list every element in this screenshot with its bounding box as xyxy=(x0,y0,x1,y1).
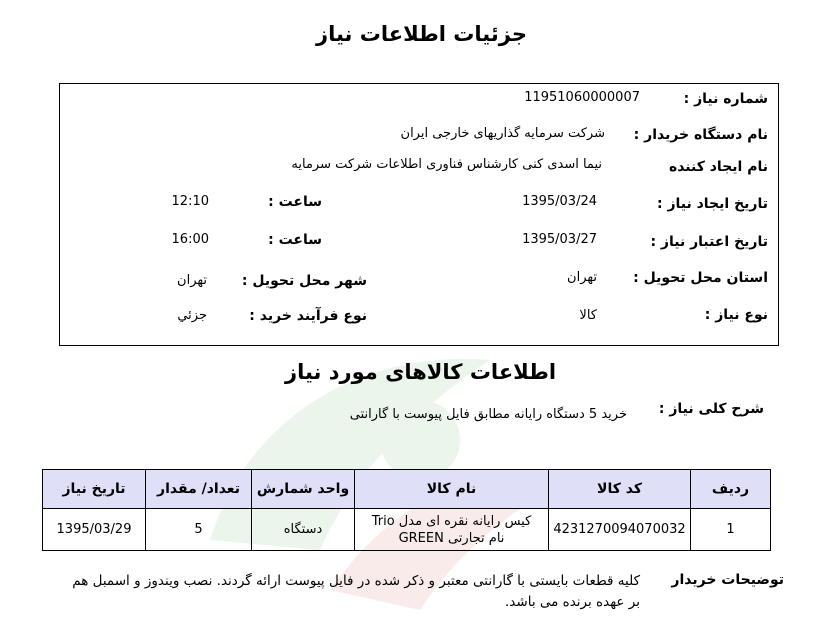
created-time-value: 12:10 xyxy=(171,194,209,209)
buyer-notes-label: توضیحات خریدار xyxy=(671,572,784,588)
need-type-value: کالا xyxy=(579,308,597,323)
province-label: استان محل تحویل : xyxy=(633,270,768,286)
buyer-org-label: نام دستگاه خریدار : xyxy=(633,127,768,143)
validity-date-value: 1395/03/27 xyxy=(522,232,597,247)
cell-name xyxy=(355,509,549,551)
col-header-date: تاریخ نیاز xyxy=(43,470,146,509)
cell-name-line2: نام تجارتی GREEN xyxy=(398,530,505,546)
col-header-row-number: ردیف xyxy=(691,470,771,509)
cell-name-line1: کیس رایانه نقره ای مدل Trio xyxy=(371,513,532,529)
cell-date: 1395/03/29 xyxy=(43,509,146,551)
need-info-box xyxy=(59,83,779,346)
validity-time-label: ساعت : xyxy=(268,232,322,248)
buyer-org-value: شرکت سرمایه گذاریهای خارجی ایران xyxy=(400,126,605,141)
creator-label: نام ایجاد کننده xyxy=(668,159,768,175)
page-title: جزئیات اطلاعات نیاز xyxy=(316,22,527,46)
province-value: تهران xyxy=(567,270,597,285)
col-header-name: نام کالا xyxy=(355,470,549,509)
goods-section-title: اطلاعات کالاهای مورد نیاز xyxy=(285,360,557,384)
summary-label: شرح کلی نیاز : xyxy=(658,401,764,417)
process-type-label: نوع فرآیند خرید : xyxy=(249,308,367,324)
col-header-code: کد کالا xyxy=(549,470,691,509)
col-header-quantity: تعداد/ مقدار xyxy=(146,470,252,509)
creator-value: نیما اسدی کنی کارشناس فناوری اطلاعات شرکت سرمایه xyxy=(291,157,602,172)
process-type-value: جزئي xyxy=(177,308,207,323)
city-label: شهر محل تحویل : xyxy=(241,273,367,289)
cell-unit: دستگاه xyxy=(252,509,355,551)
need-type-label: نوع نیاز : xyxy=(704,307,768,323)
table-header-row xyxy=(43,470,771,509)
created-date-label: تاریخ ایجاد نیاز : xyxy=(656,196,768,212)
cell-quantity: 5 xyxy=(146,509,252,551)
summary-text: خرید 5 دستگاه رایانه مطابق فایل پیوست با گارانتی xyxy=(349,407,627,422)
need-number-value: 11951060000007 xyxy=(524,90,640,105)
cell-row-number: 1 xyxy=(691,509,771,551)
need-number-label: شماره نیاز : xyxy=(683,91,768,107)
created-date-value: 1395/03/24 xyxy=(522,194,597,209)
table-row xyxy=(43,509,771,551)
validity-date-label: تاریخ اعتبار نیاز : xyxy=(650,234,768,250)
buyer-notes-text: کلیه قطعات بایستی با گارانتی معتبر و ذکر شده در فایل پیوست ارائه گردند. نصب ویندوز و اسمبل هم بر عهده برنده می باشد. xyxy=(72,573,640,610)
col-header-unit: واحد شمارش xyxy=(252,470,355,509)
validity-time-value: 16:00 xyxy=(171,232,209,247)
cell-code: 4231270094070032 xyxy=(549,509,691,551)
goods-table xyxy=(42,469,771,551)
created-time-label: ساعت : xyxy=(268,194,322,210)
city-value: تهران xyxy=(177,273,207,288)
